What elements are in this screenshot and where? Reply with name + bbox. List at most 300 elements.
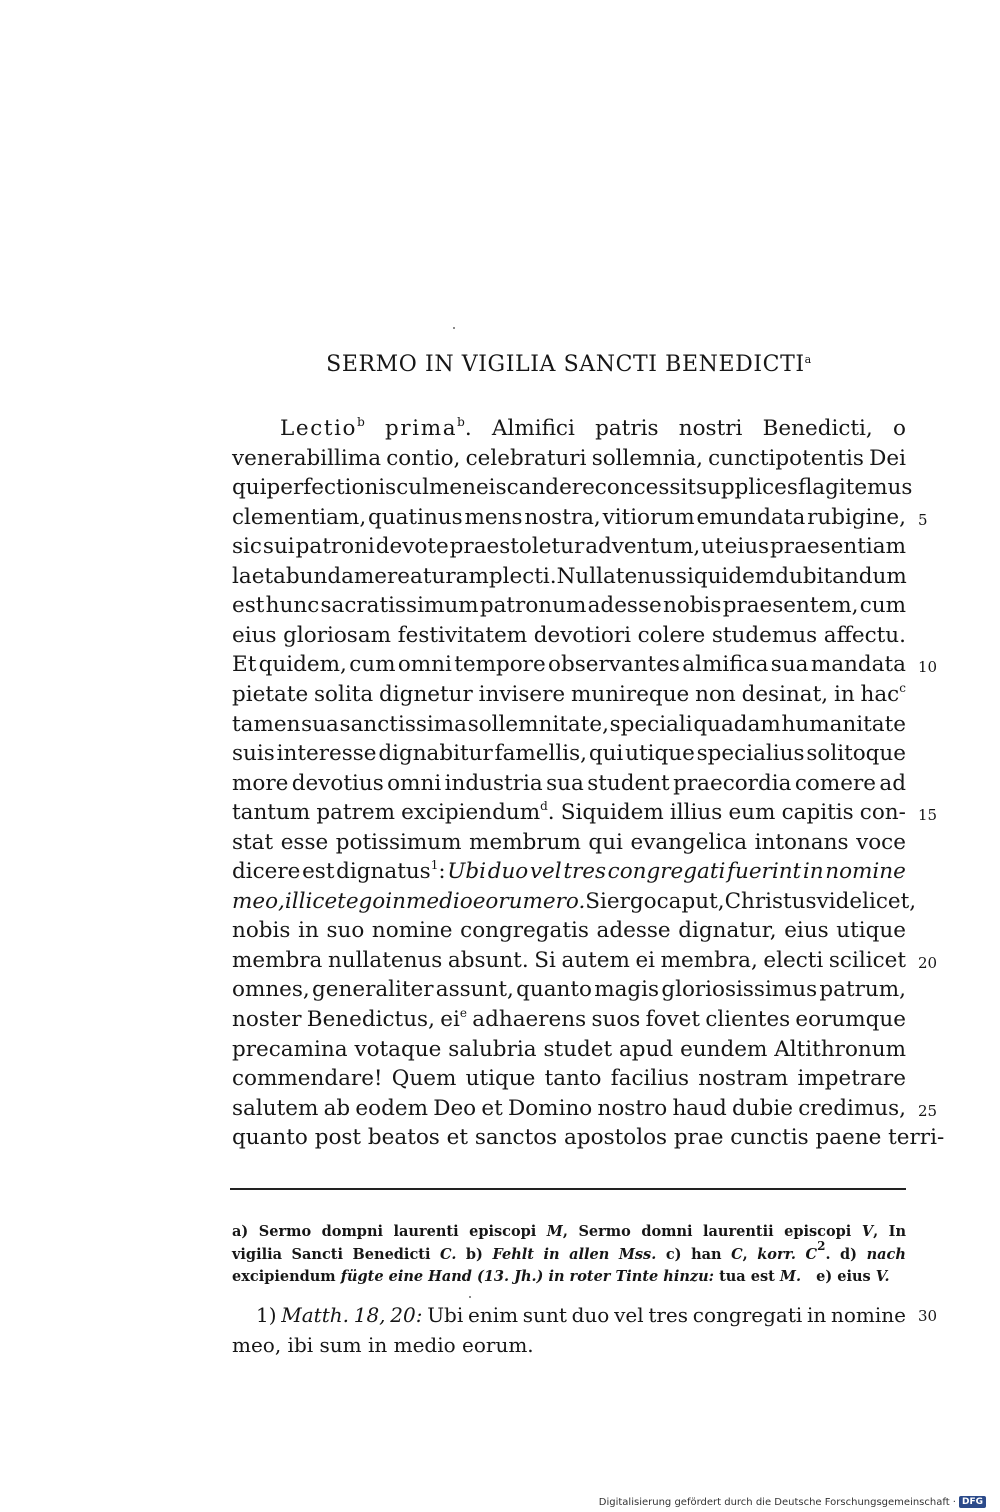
text-run: Christus xyxy=(724,889,817,914)
word xyxy=(834,680,855,710)
text-run: congregati xyxy=(692,1303,803,1327)
word xyxy=(805,1239,831,1266)
text-run: omni xyxy=(397,652,452,677)
italic-text: 20: xyxy=(390,1303,423,1327)
text-line xyxy=(232,739,906,769)
word xyxy=(465,503,523,533)
word xyxy=(755,828,849,858)
title-footnote-mark: a xyxy=(804,353,812,366)
text-run: studemus xyxy=(711,623,818,648)
text-run: Siquidem xyxy=(560,800,664,825)
text-run: dubitandum xyxy=(775,564,907,589)
text-run: tempore xyxy=(454,652,546,677)
text-run: noster xyxy=(232,1007,302,1032)
text-line xyxy=(232,946,906,976)
text-line xyxy=(232,975,906,1005)
text-run: tres xyxy=(648,1303,689,1327)
text-run: est xyxy=(302,859,335,884)
word xyxy=(436,975,514,1005)
text-run: solita xyxy=(314,682,374,707)
word xyxy=(456,562,557,592)
text-run: nostra, xyxy=(524,505,601,530)
word xyxy=(595,414,658,444)
word xyxy=(703,1221,774,1243)
text-run: mereatur xyxy=(353,564,456,589)
text-run: nostri xyxy=(678,416,743,441)
text-run: utique xyxy=(836,918,906,943)
word xyxy=(378,739,492,769)
text-run: generaliter xyxy=(312,977,434,1002)
italic-text: et xyxy=(324,889,346,914)
text-run: suo xyxy=(326,918,365,943)
text-run: : xyxy=(438,859,446,884)
word xyxy=(608,857,726,887)
word xyxy=(460,916,589,946)
word xyxy=(346,887,385,917)
text-run: qui xyxy=(232,475,267,500)
word xyxy=(398,650,452,680)
text-run: industria xyxy=(444,771,543,796)
text-run: eum xyxy=(728,800,776,825)
word xyxy=(232,769,288,799)
text-run: nostro xyxy=(597,1096,668,1121)
text-run: illius xyxy=(669,800,723,825)
text-run: han xyxy=(691,1246,722,1263)
word xyxy=(693,710,780,740)
word xyxy=(619,1035,673,1065)
word xyxy=(561,946,629,976)
text-run: membrum xyxy=(469,830,581,855)
word xyxy=(292,1244,343,1266)
text-line xyxy=(232,798,906,828)
line-number: 20 xyxy=(918,954,938,972)
text-run: humanitate xyxy=(781,712,906,737)
text-run: patrem xyxy=(316,800,395,825)
text-run: patris xyxy=(595,416,659,441)
text-run: Dei xyxy=(869,446,906,471)
word xyxy=(693,1300,802,1330)
word xyxy=(610,710,693,740)
word xyxy=(354,562,456,592)
text-run: praestoletur xyxy=(449,534,585,559)
italic-text: M xyxy=(546,1223,563,1240)
text-run: nobis xyxy=(232,918,291,943)
word xyxy=(585,887,607,917)
word xyxy=(572,1300,610,1330)
text-run: vel xyxy=(614,1303,644,1327)
text-run: stat xyxy=(232,830,274,855)
word xyxy=(836,916,906,946)
text-run: affectu. xyxy=(823,623,906,648)
word xyxy=(232,591,264,621)
word xyxy=(723,591,859,621)
word xyxy=(661,946,758,976)
text-run: videlicet, xyxy=(816,889,917,914)
word xyxy=(392,1064,457,1094)
text-line xyxy=(232,1064,906,1094)
footnote-mark: 1 xyxy=(430,858,439,872)
word xyxy=(798,1094,906,1124)
text-run: utique xyxy=(465,1066,536,1091)
footnote-mark: 2 xyxy=(817,1239,826,1253)
text-run: dubie xyxy=(731,1096,793,1121)
text-run: Ubi xyxy=(427,1303,464,1327)
word xyxy=(728,798,775,828)
word xyxy=(322,1221,383,1243)
text-run: Si xyxy=(534,948,556,973)
word xyxy=(354,1300,386,1330)
dfg-credit xyxy=(599,1496,986,1508)
italic-text: meo, xyxy=(232,889,285,914)
text-run: praesentiam xyxy=(770,534,906,559)
line-number: 25 xyxy=(918,1102,938,1120)
text-run: dicere xyxy=(232,859,301,884)
word xyxy=(394,1221,459,1243)
text-run: hunc xyxy=(265,593,320,618)
text-run: desinat, xyxy=(741,682,829,707)
word xyxy=(386,444,460,474)
text-run: , xyxy=(562,1223,568,1240)
text-run: omnes, xyxy=(232,977,310,1002)
text-line xyxy=(232,621,906,651)
text-run: a) xyxy=(232,1223,249,1240)
word xyxy=(266,591,320,621)
word xyxy=(597,916,671,946)
word xyxy=(585,532,700,562)
word xyxy=(705,1005,790,1035)
word xyxy=(469,828,581,858)
word xyxy=(534,946,556,976)
italic-text: in xyxy=(543,1246,560,1263)
text-run: patronum xyxy=(479,593,587,618)
word xyxy=(353,1244,431,1266)
text-run: mens xyxy=(464,505,523,530)
text-run: in xyxy=(833,682,855,707)
italic-text: V xyxy=(861,1223,874,1240)
word xyxy=(450,532,585,562)
text-run: scilicet xyxy=(828,948,906,973)
word xyxy=(611,1064,689,1094)
word xyxy=(390,1300,422,1330)
italic-text: C xyxy=(805,1246,818,1263)
word xyxy=(508,1094,592,1124)
word xyxy=(571,680,689,710)
word xyxy=(232,1005,301,1035)
text-run: qui xyxy=(588,830,623,855)
text-run: Et xyxy=(232,652,257,677)
text-run: c) xyxy=(665,1246,682,1263)
text-run: Altithronum xyxy=(774,1037,906,1062)
text-run: amplecti. xyxy=(455,564,557,589)
text-run: Nullatenus xyxy=(556,564,676,589)
scan-speck xyxy=(453,327,455,329)
text-run: nomine xyxy=(371,918,453,943)
word xyxy=(696,473,798,503)
text-run: fovet xyxy=(645,1007,701,1032)
word xyxy=(524,503,600,533)
word xyxy=(281,1300,349,1330)
italic-text: medio xyxy=(405,889,473,914)
text-run: potissimum xyxy=(335,830,462,855)
word xyxy=(466,1064,536,1094)
word xyxy=(336,828,462,858)
word xyxy=(569,1244,609,1266)
text-run: Si xyxy=(585,889,607,914)
dfg-logo: DFG xyxy=(959,1496,986,1508)
text-run: laurentii xyxy=(703,1223,774,1240)
word xyxy=(742,680,829,710)
text-run: pietate xyxy=(232,682,309,707)
word xyxy=(763,414,873,444)
text-run: suos xyxy=(591,1007,641,1032)
text-line xyxy=(232,532,906,562)
text-run: adhaerens xyxy=(472,1007,587,1032)
word xyxy=(591,1005,640,1035)
word xyxy=(698,1064,788,1094)
word xyxy=(296,532,375,562)
italic-text: Ubi xyxy=(447,859,487,884)
text-run: Deo xyxy=(433,1096,477,1121)
italic-text: Fehlt xyxy=(492,1246,534,1263)
word xyxy=(771,650,809,680)
word xyxy=(860,798,906,828)
text-run: concessit xyxy=(594,475,696,500)
word xyxy=(672,1094,726,1124)
word xyxy=(232,710,300,740)
word xyxy=(670,798,722,828)
word xyxy=(856,828,906,858)
text-run: interesse xyxy=(276,741,377,766)
text-run: rubigine, xyxy=(807,505,906,530)
text-run: Quem xyxy=(391,1066,457,1091)
italic-text: Mss. xyxy=(618,1246,657,1263)
word xyxy=(406,887,473,917)
text-run: adesse xyxy=(596,918,671,943)
text-line xyxy=(232,503,906,533)
word xyxy=(757,1244,796,1266)
footnote-line xyxy=(232,1330,906,1360)
text-run: magis xyxy=(594,977,660,1002)
word xyxy=(803,857,824,887)
text-run: famellis, xyxy=(494,741,587,766)
word xyxy=(385,887,406,917)
text-run: sunt xyxy=(522,1303,567,1327)
text-run: Almifici xyxy=(491,416,575,441)
word xyxy=(232,1064,383,1094)
text-run: eodem xyxy=(355,1096,428,1121)
word xyxy=(232,680,308,710)
word xyxy=(285,887,325,917)
word xyxy=(673,769,791,799)
word xyxy=(307,1005,435,1035)
word xyxy=(496,473,595,503)
text-run: membra xyxy=(232,948,323,973)
word xyxy=(232,798,310,828)
word xyxy=(314,680,373,710)
text-run: ut xyxy=(701,534,724,559)
word xyxy=(354,1035,441,1065)
italic-text: vel xyxy=(529,859,562,884)
word xyxy=(433,1094,476,1124)
word xyxy=(466,1244,483,1266)
word xyxy=(817,887,917,917)
word xyxy=(468,710,609,740)
text-run: sua xyxy=(546,771,584,796)
text-run: utique xyxy=(625,741,695,766)
word xyxy=(869,444,906,474)
word xyxy=(774,1035,906,1065)
text-run: ei xyxy=(475,475,496,500)
text-run: observantes xyxy=(548,652,680,677)
word xyxy=(398,621,527,651)
word xyxy=(545,1064,602,1094)
word xyxy=(316,798,395,828)
word xyxy=(775,562,907,592)
text-run: almifica xyxy=(682,652,769,677)
word xyxy=(401,798,555,828)
word xyxy=(795,769,876,799)
text-run: more xyxy=(232,771,289,796)
text-run: haud xyxy=(672,1096,727,1121)
word xyxy=(607,887,657,917)
text-run: quadam xyxy=(693,712,781,737)
text-run: nomine xyxy=(831,1303,906,1327)
text-run: siquidem xyxy=(675,564,776,589)
text-run: vitiorum xyxy=(602,505,695,530)
apparatus-line xyxy=(232,1221,906,1243)
text-run: clientes xyxy=(705,1007,791,1032)
word xyxy=(893,414,906,444)
word xyxy=(641,1221,692,1243)
text-line xyxy=(232,591,906,621)
text-line xyxy=(232,857,906,887)
text-run: Sermo xyxy=(258,1223,312,1240)
dfg-credit-text: Digitalisierung gefördert durch die Deutsche Forschungsgemeinschaft · xyxy=(598,1496,956,1508)
italic-text: nomine xyxy=(825,859,906,884)
italic-text: korr. xyxy=(757,1246,796,1263)
italic-text: nach xyxy=(866,1246,906,1263)
text-run: membra, xyxy=(660,948,758,973)
text-run: 1) xyxy=(256,1303,277,1327)
word xyxy=(445,769,543,799)
word xyxy=(731,1244,748,1266)
word xyxy=(614,1300,644,1330)
word xyxy=(770,532,906,562)
word xyxy=(447,857,486,887)
word xyxy=(488,857,529,887)
text-run: tanto xyxy=(544,1066,602,1091)
text-run: dignabitur xyxy=(378,741,493,766)
word xyxy=(588,828,623,858)
text-run: intonans xyxy=(754,830,849,855)
word xyxy=(862,1221,878,1243)
text-run: culmen xyxy=(396,475,476,500)
footnote-mark: b xyxy=(357,415,365,429)
word xyxy=(259,650,347,680)
text-run: Sermo xyxy=(578,1223,631,1240)
text-run: con- xyxy=(859,800,906,825)
word xyxy=(355,1094,428,1124)
word xyxy=(232,828,273,858)
italic-text: in xyxy=(802,859,824,884)
text-run: patrum, xyxy=(819,977,906,1002)
text-run: adesse xyxy=(587,593,662,618)
text-line xyxy=(232,680,906,710)
word xyxy=(232,473,267,503)
text-run: Benedicti, xyxy=(762,416,873,441)
word xyxy=(259,1221,311,1243)
text-line xyxy=(232,1035,906,1065)
text-run: domni xyxy=(641,1223,693,1240)
text-run: suis xyxy=(232,741,275,766)
text-run: sollemnia, xyxy=(591,446,703,471)
text-run: dignetur xyxy=(379,682,473,707)
word xyxy=(619,1244,656,1266)
text-run: omni xyxy=(387,771,442,796)
text-run: Lectio xyxy=(280,416,358,441)
text-run: perfectionis xyxy=(266,475,397,500)
word xyxy=(232,1244,282,1266)
text-run: Benedicti xyxy=(352,1246,431,1263)
italic-text: C xyxy=(731,1246,743,1263)
text-run: sua xyxy=(301,712,339,737)
word xyxy=(232,444,381,474)
word xyxy=(630,828,747,858)
word xyxy=(824,621,906,651)
text-run: excipiendum xyxy=(401,800,541,825)
word xyxy=(472,1005,586,1035)
text-run: nostram xyxy=(698,1066,789,1091)
word xyxy=(232,562,354,592)
text-run: episcopi xyxy=(784,1223,852,1240)
word xyxy=(725,887,817,917)
text-run: contio, xyxy=(386,446,461,471)
text-run: prima xyxy=(385,416,458,441)
word xyxy=(725,532,769,562)
text-run: studet xyxy=(543,1037,613,1062)
text-run: qui xyxy=(588,741,624,766)
word xyxy=(379,680,473,710)
word xyxy=(543,887,585,917)
word xyxy=(811,650,906,680)
word xyxy=(232,532,262,562)
word xyxy=(277,739,377,769)
text-run: flagitemus xyxy=(797,475,913,500)
text-run: adventum, xyxy=(585,534,701,559)
text-run: sanctissima xyxy=(339,712,467,737)
text-run: festivitatem xyxy=(397,623,528,648)
word xyxy=(727,857,801,887)
text-run: commendare! xyxy=(232,1066,383,1091)
word xyxy=(547,1221,568,1243)
text-run: non xyxy=(695,682,736,707)
text-run: quidem, xyxy=(258,652,347,677)
word xyxy=(372,916,453,946)
word xyxy=(638,621,706,651)
text-run: specialius xyxy=(696,741,805,766)
word xyxy=(321,591,479,621)
word xyxy=(232,621,276,651)
text-run: , xyxy=(873,1223,879,1240)
text-run: Sancti xyxy=(291,1246,343,1263)
word xyxy=(324,887,345,917)
word xyxy=(473,887,543,917)
text-run: celebraturi xyxy=(465,446,587,471)
text-run: ergo xyxy=(606,889,657,914)
text-run: student xyxy=(587,771,670,796)
word xyxy=(516,975,592,1005)
word xyxy=(466,444,587,474)
